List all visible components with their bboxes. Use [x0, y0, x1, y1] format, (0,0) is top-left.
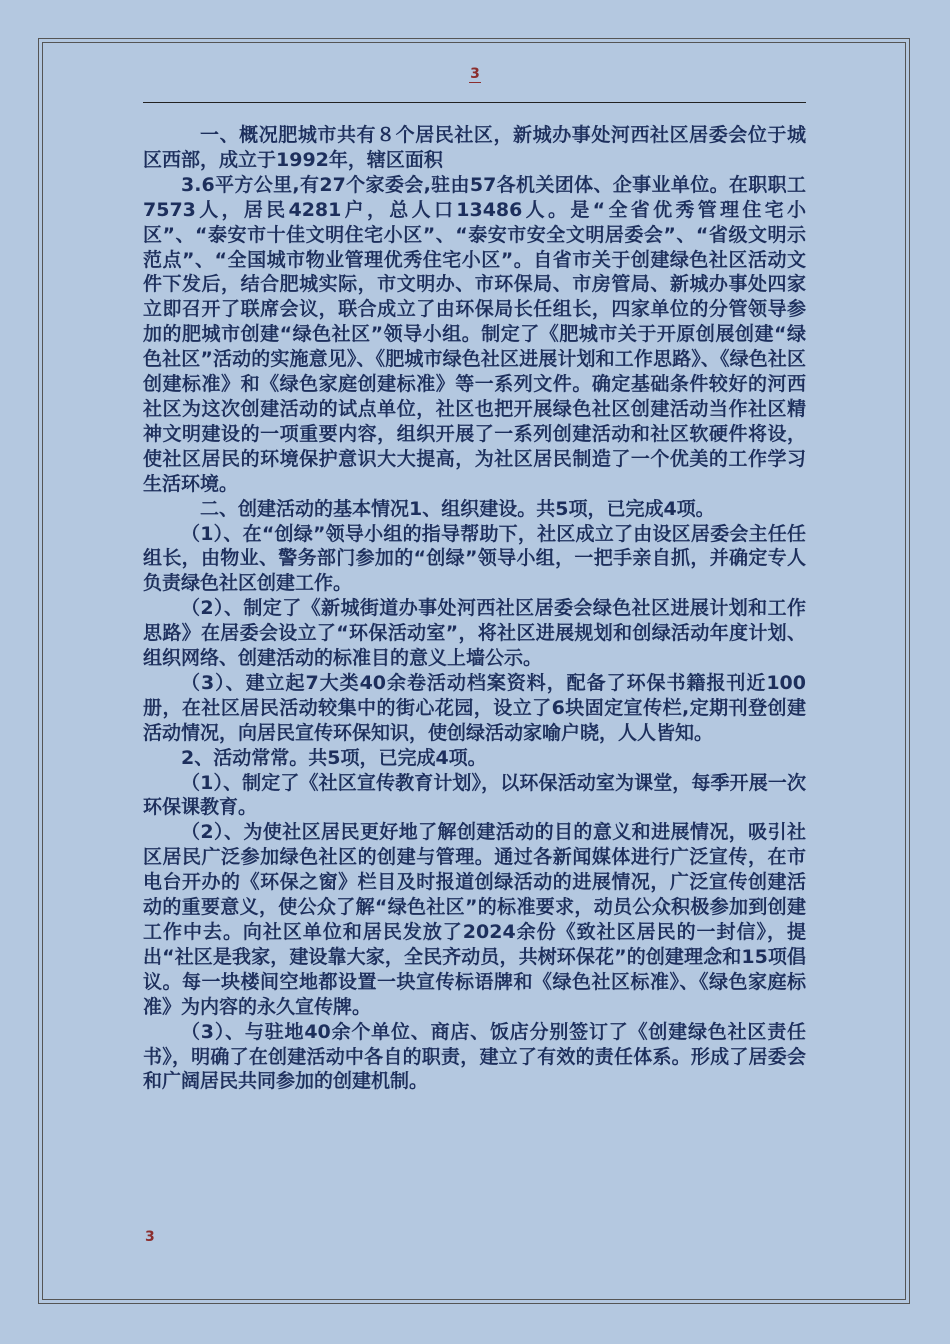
paragraph: （2）、制定了《新城街道办事处河西社区居委会绿色社区进展计划和工作思路》在居委会设立了“环保活动室”，将社区进展规划和创绿活动年度计划、组织网络、创建活动的标准目的意义上墙公示。	[143, 597, 806, 670]
paragraph: （2）、为使社区居民更好地了解创建活动的目的意义和进展情况，吸引社区居民广泛参加绿色社区的创建与管理。通过各新闻媒体进行广泛宣传，在市电台开办的《环保之窗》栏目及时报道创绿活动的进展情况，广泛宣传创建活动的重要意义，使公众了解“绿色社区”的标准要求，动员公众积极参加到创建工作中去。向社区单位和居民发放了2024余份《致社区居民的一封信》，提出“社区是我家，建设靠大家，全民齐动员，共树环保花”的创建理念和15项倡议。每一块楼间空地都设置一块宣传标语牌和《绿色社区标准》、《绿色家庭标准》为内容的永久宣传牌。	[143, 821, 806, 1018]
paragraph: （1）、制定了《社区宣传教育计划》，以环保活动室为课堂，每季开展一次环保课教育。	[143, 771, 806, 819]
header-rule	[143, 102, 806, 103]
header-page-number: 3	[470, 66, 480, 82]
document-body	[143, 123, 806, 1094]
footer-page-number: 3	[145, 1229, 155, 1245]
paragraph: 3.6平方公里,有27个家委会,驻由57各机关团体、企事业单位。在职职工7573人，居民4281户，总人口13486人。是“全省优秀管理住宅小区”、“泰安市十佳文明住宅小区”、“泰安市安全文明居委会”、“省级文明示范点”、“全国城市物业管理优秀住宅小区”。自省市关于创建绿色社区活动文件下发后，结合肥城实际，市文明办、市环保局、市房管局、新城办事处四家立即召开了联席会议，联合成立了由环保局长任组长，四家单位的分管领导参加的肥城市创建“绿色社区”领导小组。制定了《肥城市关于开原创展创建“绿色社区”活动的实施意见》、《肥城市绿色社区进展计划和工作思路》、《绿色社区创建标准》和《绿色家庭创建标准》等一系列文件。确定基础条件较好的河西社区为这次创建活动的试点单位，社区也把开展绿色社区创建活动当作社区精神文明建设的一项重要内容，组织开展了一系列创建活动和社区软硬件将设，使社区居民的环境保护意识大大提高，为社区居民制造了一个优美的工作学习生活环境。	[143, 173, 806, 495]
paragraph: （1）、在“创绿”领导小组的指导帮助下，社区成立了由设区居委会主任任组长，由物业、警务部门参加的“创绿”领导小组，一把手亲自抓，并确定专人负责绿色社区创建工作。	[143, 522, 806, 595]
paragraph: 2、活动常常。共5项，已完成4项。	[181, 746, 487, 769]
paragraph: 二、创建活动的基本情况1、组织建设。共5项，已完成4项。	[200, 497, 715, 520]
paragraph: 一、概况肥城市共有８个居民社区，新城办事处河西社区居委会位于城区西部，成立于1992年，辖区面积	[143, 124, 806, 171]
paragraph: （3）、与驻地40余个单位、商店、饭店分别签订了《创建绿色社区责任书》，明确了在创建活动中各自的职责，建立了有效的责任体系。形成了居委会和广阔居民共同参加的创建机制。	[143, 1020, 806, 1093]
paragraph: （3）、建立起7大类40余卷活动档案资料，配备了环保书籍报刊近100册，在社区居民活动较集中的街心花园，设立了6块固定宣传栏,定期刊登创建活动情况，向居民宣传环保知识，使创绿活动家喻户晓，人人皆知。	[143, 671, 806, 744]
